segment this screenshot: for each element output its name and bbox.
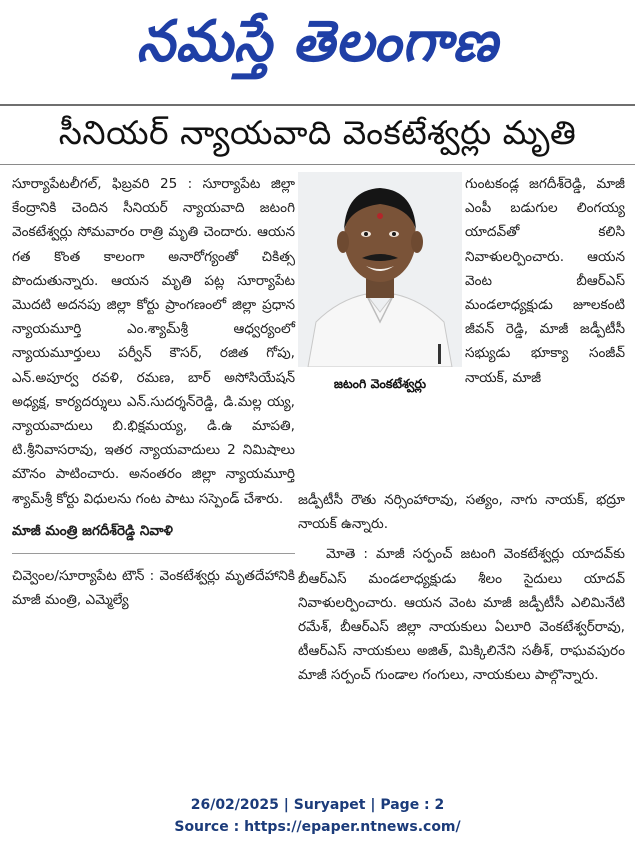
portrait-photo xyxy=(298,172,462,367)
article-paragraph: గుంటకండ్ల జగదీశ్‌రెడ్డి, మాజీ ఎంపీ బడుగుల లింగయ్య యాదవ్‌తో కలిసి నివాళులర్పించారు. ఆయన వెంట బీఆర్‌ఎస్ మండలాధ్యక్షుడు జూలకంటి జీవన్ రెడ్డి, మాజీ జడ్పీటీసీ సభ్యుడు భూక్యా సంజీవ్ నాయక్, మాజీ xyxy=(465,176,625,386)
masthead-divider xyxy=(0,104,635,106)
article-paragraph: జడ్పీటీసీ రౌతు నర్సింహారావు, సత్యం, నాగు నాయక్, భద్రూ నాయక్ ఉన్నారు. xyxy=(298,492,625,533)
newspaper-masthead xyxy=(0,0,635,96)
article-column-left xyxy=(12,172,295,612)
masthead-title: నమస్తే తెలంగాణ xyxy=(136,7,499,74)
article-paragraph: చివ్వెంల/సూర్యాపేట టౌన్ : వెంకటేశ్వర్లు మృతదేహానికి మాజీ మంత్రి, ఎమ్మెల్యే xyxy=(12,568,295,609)
headline-divider xyxy=(0,164,635,165)
subheading-divider xyxy=(12,553,295,554)
portrait-illustration xyxy=(298,172,462,367)
photo-caption: జటంగి వెంకటేశ్వర్లు xyxy=(333,375,427,391)
article-subheading: మాజీ మంత్రి జగదీశ్‌రెడ్డి నివాళి xyxy=(12,522,173,539)
article-paragraph: మోతె : మాజీ సర్పంచ్ జటంగి వెంకటేశ్వర్లు యాదవ్‌కు బీఆర్‌ఎస్ మండలాధ్యక్షుడు శీలం సైదులు యాదవ్ నివాళులర్పించారు. ఆయన వెంట మాజీ జడ్పీటీసీ ఎలిమినేటి రమేశ్, బీఆర్‌ఎస్ జిల్లా నాయకులు ఏలూరి వెంకటేశ్వర్‌రావు, టీఆర్‌ఎస్ నాయకులు అజిత్, మిక్కిలినేని సతీశ్, రాఘవపురం మాజీ సర్పంచ్ గుండాల గంగులు, నాయకులు పాల్గొన్నారు. xyxy=(298,546,625,684)
article-column-right-bottom xyxy=(298,488,625,688)
footer-date-line: 26/02/2025 | Suryapet | Page : 2 xyxy=(190,797,445,813)
article-column-right-top xyxy=(465,172,625,390)
article-headline: సీనియర్ న్యాయవాది వెంకటేశ్వర్లు మృతి xyxy=(58,112,577,152)
footer-source-line: Source : https://epaper.ntnews.com/ xyxy=(174,819,461,835)
page-footer xyxy=(0,794,635,838)
article-paragraph: సూర్యాపేటలీగల్, ఫిబ్రవరి 25 : సూర్యాపేట జిల్లా కేంద్రానికి చెందిన సీనియర్ న్యాయవాది జటంగి వెంకటేశ్వర్లు సోమవారం రాత్రి మృతి చెందారు. ఆయన గత కొంత కాలంగా అనారోగ్యంతో చికిత్స పొందుతున్నారు. ఆయన మృతి పట్ల సూర్యాపేట మొదటి అదనపు జిల్లా కోర్టు ప్రాంగణంలో జిల్లా ప్రధాన న్యాయమూర్తి ఎం.శ్యామ్‌శ్రీ ఆధ్వర్యంలో న్యాయమూర్తులు పర్వీన్ కౌసర్, రజిత గోపు, ఎన్.అపూర్వ రవళి, రమణ, బార్ అసోసియేషన్ అధ్యక్ష, కార్యదర్శులు ఎన్.సుదర్శన్‌రెడ్డి, డి.మల్ల య్య, న్యాయవాదులు బి.భిక్షమయ్య, డి.ఉ మాపతి, టి.శ్రీనివాసరావు, ఇతర న్యాయవాదులు 2 నిమిషాలు మౌనం పాటించారు. అనంతరం జిల్లా న్యాయమూర్తి శ్యామ్‌శ్రీ కోర్టు విధులను గంట పాటు సస్పెండ్ చేశారు. xyxy=(12,176,295,507)
